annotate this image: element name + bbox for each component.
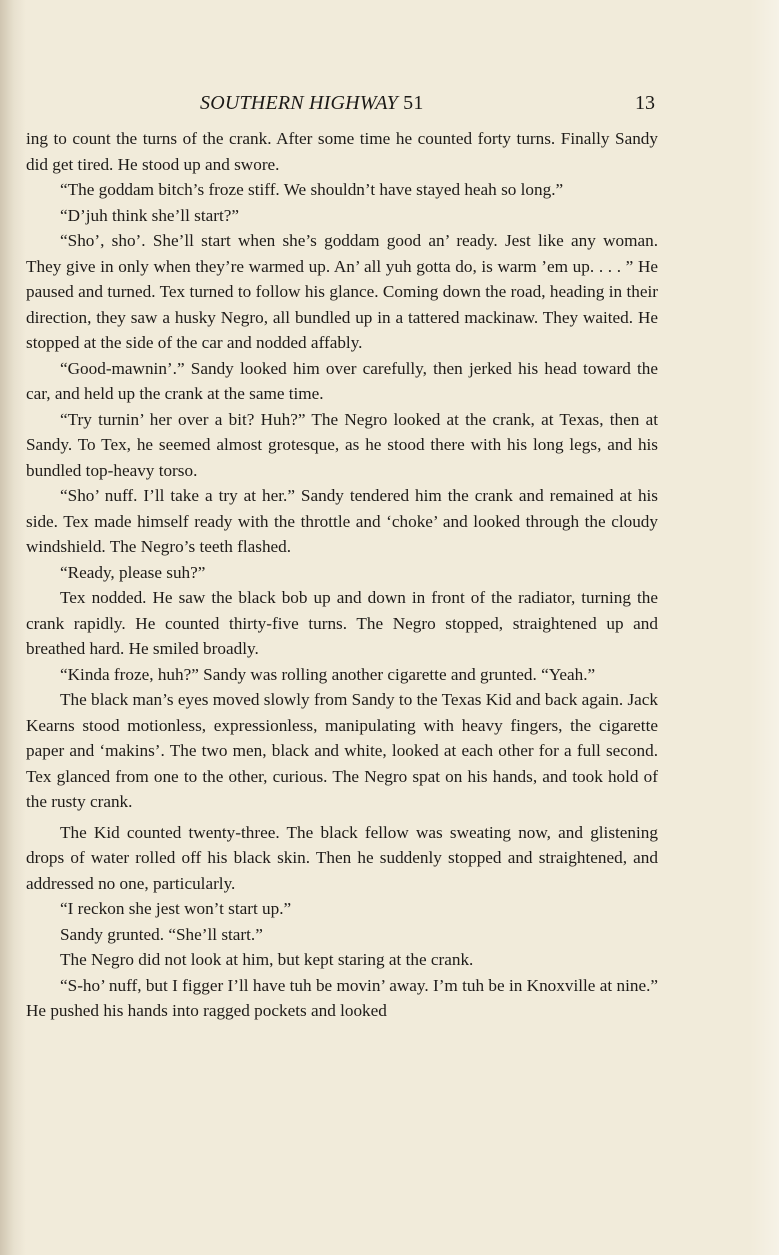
paragraph: “Sho’ nuff. I’ll take a try at her.” Sandy tendered him the crank and remained at his side. Tex made himself ready with the throttle and ‘choke’ and looked through the cloudy windshield. The Negro’s teeth flashed. <box>26 486 658 556</box>
running-title <box>200 92 424 115</box>
paragraph: “D’juh think she’ll start?” <box>60 205 239 225</box>
page-header <box>0 92 779 126</box>
paragraph: ing to count the turns of the crank. After some time he counted forty turns. Finally Sandy did get tired. He stood up and swore. <box>26 129 658 174</box>
paragraph: “Ready, please suh?” <box>60 562 206 582</box>
paragraph: The Negro did not look at him, but kept staring at the crank. <box>60 950 474 969</box>
paragraph: “Try turnin’ her over a bit? Huh?” The Negro looked at the crank, at Texas, then at Sandy. To Tex, he seemed almost grotesque, as he stood there with his long legs, and his bundled top-heavy torso. <box>26 409 658 480</box>
running-title-number: 51 <box>403 92 424 114</box>
paragraph: “Good-mawnin’.” Sandy looked him over carefully, then jerked his head toward the car, and held up the crank at the same time. <box>26 358 658 403</box>
paragraph: “Sho’, sho’. She’ll start when she’s goddam good an’ ready. Jest like any woman. They give in only when they’re warmed up. An’ all yuh gotta do, is warm ’em up. . . . ” He paused and turned. Tex turned to follow his glance. Coming down the road, heading in their direction, they saw a husky Negro, all bundled up in a tattered mackinaw. They waited. He stopped at the side of the car and nodded affably. <box>26 231 658 352</box>
paragraph: “The goddam bitch’s froze stiff. We shouldn’t have stayed heah so long.” <box>60 180 564 199</box>
paragraph: Tex nodded. He saw the black bob up and down in front of the radiator, turning the crank rapidly. He counted thirty-five turns. The Negro stopped, straightened up and breathed hard. He smiled broadly. <box>26 588 658 658</box>
paragraph: Sandy grunted. “She’ll start.” <box>60 924 263 944</box>
paragraph: “S-ho’ nuff, but I figger I’ll have tuh be movin’ away. I’m tuh be in Knoxville at nine.” He pushed his hands into ragged pockets and looked <box>26 975 658 1020</box>
paragraph: The Kid counted twenty-three. The black fellow was sweating now, and glistening drops of water rolled off his black skin. Then he suddenly stopped and straightened, and addressed no one, particularly. <box>26 822 658 893</box>
paragraph: “I reckon she jest won’t start up.” <box>60 899 292 918</box>
running-title-text: SOUTHERN HIGHWAY <box>200 92 398 114</box>
paragraph: “Kinda froze, huh?” Sandy was rolling another cigarette and grunted. “Yeah.” <box>60 664 596 684</box>
body-text <box>26 126 658 1024</box>
page-number: 13 <box>635 92 655 114</box>
paragraph: The black man’s eyes moved slowly from Sandy to the Texas Kid and back again. Jack Kearns stood motionless, expressionless, manipulating with heavy fingers, the cigarette paper and ‘makins’. The two men, black and white, looked at each other for a full second. Tex glanced from one to the other, curious. The Negro spat on his hands, and took hold of the rusty crank. <box>26 690 658 811</box>
